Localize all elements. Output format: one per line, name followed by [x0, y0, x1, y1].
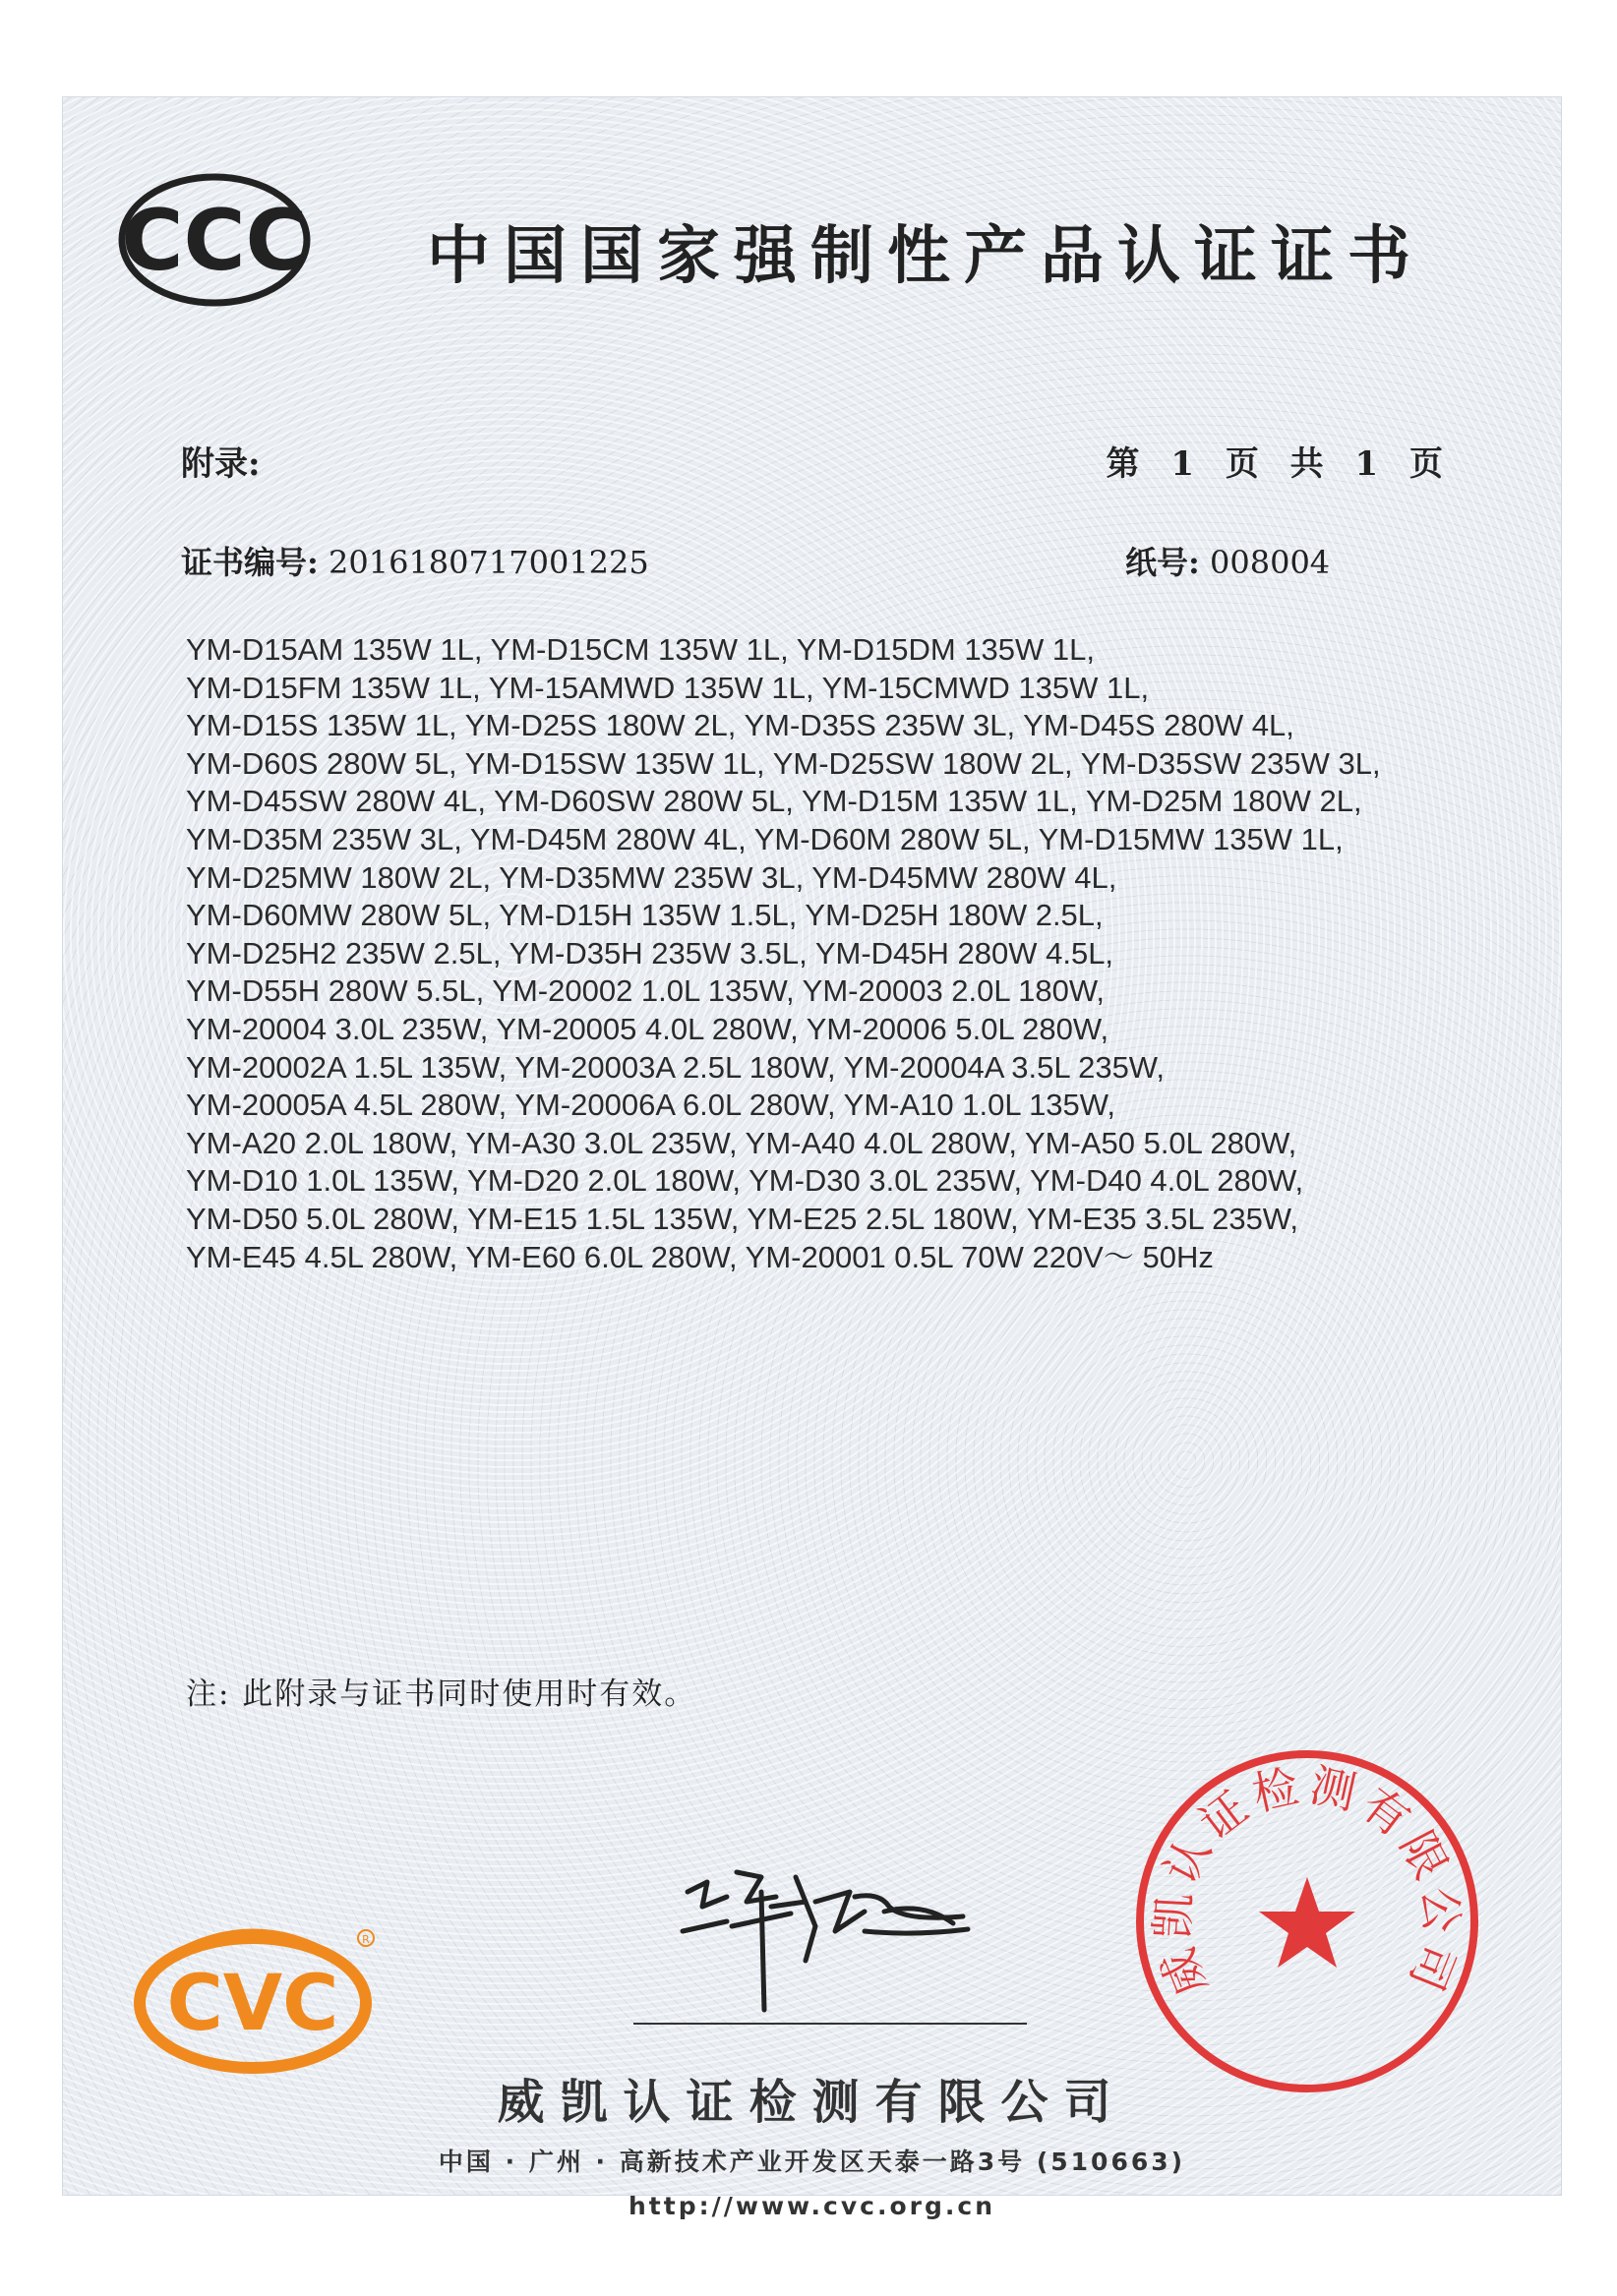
model-line: YM-20002A 1.5L 135W, YM-20003A 2.5L 180W, YM-20004A 3.5L 235W,: [186, 1049, 1165, 1085]
model-line: YM-E45 4.5L 280W, YM-E60 6.0L 280W, YM-20001 0.5L 70W 220V～ 50Hz: [186, 1239, 1214, 1274]
svg-text:CCC: CCC: [121, 192, 308, 290]
model-line: YM-D25MW 180W 2L, YM-D35MW 235W 3L, YM-D45MW 280W 4L,: [186, 859, 1117, 895]
svg-text:CVC: CVC: [166, 1960, 339, 2048]
company-name: 威凯认证检测有限公司: [497, 2075, 1127, 2130]
model-line: YM-D25H2 235W 2.5L, YM-D35H 235W 3.5L, YM-D45H 280W 4.5L,: [186, 935, 1114, 971]
ccc-logo: [116, 171, 313, 309]
model-line: YM-A20 2.0L 180W, YM-A30 3.0L 235W, YM-A40 4.0L 280W, YM-A50 5.0L 280W,: [186, 1125, 1297, 1160]
cvc-logo: [130, 1916, 386, 2074]
model-line: YM-20004 3.0L 235W, YM-20005 4.0L 280W, YM-20006 5.0L 280W,: [186, 1011, 1109, 1046]
company-website: http://www.cvc.org.cn: [629, 2192, 995, 2220]
paper-number-label: 纸号:: [1125, 544, 1200, 581]
model-line: YM-D15FM 135W 1L, YM-15AMWD 135W 1L, YM-15CMWD 135W 1L,: [186, 670, 1150, 705]
model-line: YM-D15AM 135W 1L, YM-D15CM 135W 1L, YM-D15DM 135W 1L,: [186, 632, 1096, 667]
certificate-title: 中国国家强制性产品认证证书: [427, 220, 1424, 293]
model-line: YM-D15S 135W 1L, YM-D25S 180W 2L, YM-D35S 235W 3L, YM-D45S 280W 4L,: [186, 708, 1294, 743]
signature-line: [633, 2023, 1027, 2025]
svg-text:威凯认证检测有限公司: 威凯认证检测有限公司: [1145, 1757, 1469, 2004]
signature: [668, 1853, 973, 2020]
model-line: YM-D35M 235W 3L, YM-D45M 280W 4L, YM-D60M 280W 5L, YM-D15MW 135W 1L,: [186, 821, 1344, 856]
svg-text:R: R: [362, 1933, 370, 1946]
seal-star-icon: [1259, 1877, 1355, 1968]
company-address: 中国 · 广州 · 高新技术产业开发区天泰一路3号 (510663): [438, 2148, 1186, 2176]
model-line: YM-D55H 280W 5.5L, YM-20002 1.0L 135W, YM-20003 2.0L 180W,: [186, 973, 1105, 1009]
certificate-number: [181, 538, 649, 583]
model-line: YM-20005A 4.5L 280W, YM-20006A 6.0L 280W, YM-A10 1.0L 135W,: [186, 1088, 1115, 1123]
model-line: YM-D60S 280W 5L, YM-D15SW 135W 1L, YM-D25SW 180W 2L, YM-D35SW 235W 3L,: [186, 745, 1381, 781]
model-list: [186, 631, 1543, 1276]
validity-note: 注: 此附录与证书同时使用时有效。: [186, 1677, 697, 1712]
certificate-number-label: 证书编号:: [181, 544, 319, 581]
certificate-sheet: [62, 96, 1562, 2220]
page-info: 第 1 页 共 1 页: [1106, 444, 1453, 484]
company-seal: [1125, 1739, 1489, 2103]
appendix-label: 附录:: [181, 444, 261, 484]
paper-number: [1125, 538, 1330, 583]
paper-number-value: 008004: [1210, 544, 1331, 581]
model-line: YM-D60MW 280W 5L, YM-D15H 135W 1.5L, YM-D25H 180W 2.5L,: [186, 898, 1104, 933]
certificate-number-value: 2016180717001225: [329, 544, 649, 581]
model-line: YM-D50 5.0L 280W, YM-E15 1.5L 135W, YM-E25 2.5L 180W, YM-E35 3.5L 235W,: [186, 1201, 1298, 1236]
model-line: YM-D45SW 280W 4L, YM-D60SW 280W 5L, YM-D15M 135W 1L, YM-D25M 180W 2L,: [186, 784, 1362, 819]
model-line: YM-D10 1.0L 135W, YM-D20 2.0L 180W, YM-D30 3.0L 235W, YM-D40 4.0L 280W,: [186, 1163, 1304, 1199]
